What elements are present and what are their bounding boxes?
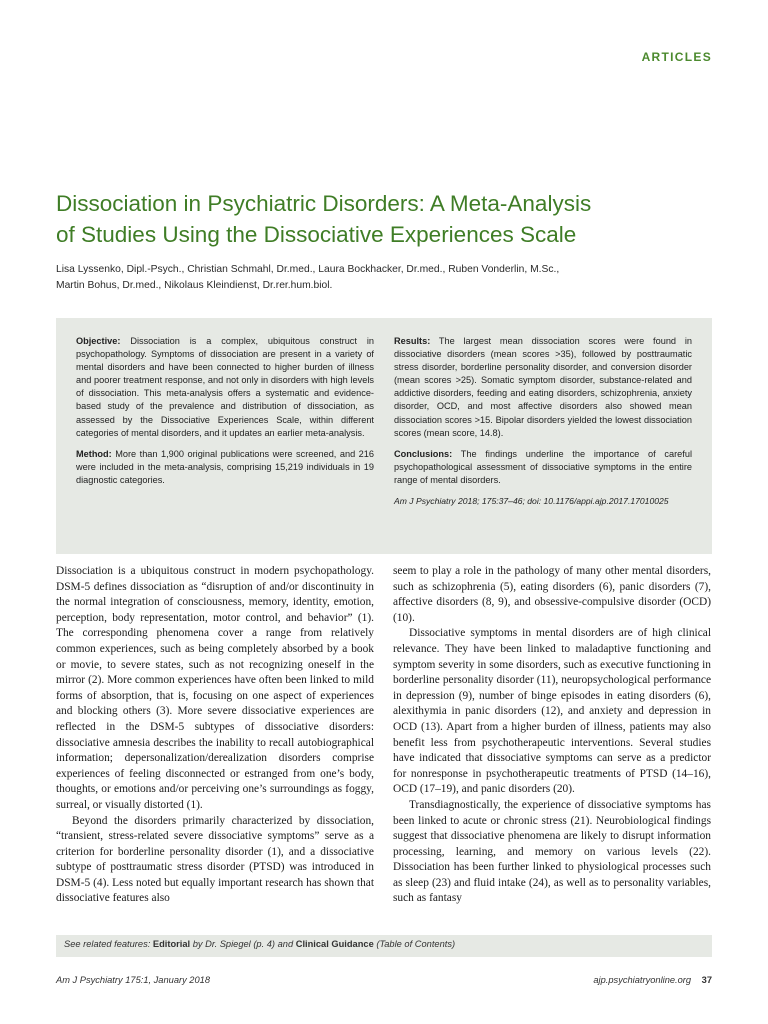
abstract-left-column xyxy=(76,335,374,495)
conclusions-label: Conclusions: xyxy=(394,448,453,459)
page-number: 37 xyxy=(701,975,712,985)
editorial-link[interactable]: Editorial xyxy=(152,939,191,949)
related-prefix: See related features: xyxy=(64,939,151,949)
abstract-method xyxy=(76,448,374,487)
article-citation: Am J Psychiatry 2018; 175:37–46; doi: 10.1176/appi.ajp.2017.17010025 xyxy=(394,496,669,507)
body-paragraph: Dissociative symptoms in mental disorders are of high clinical relevance. They have been linked to maladaptive functioning and symptom severity in some disorders, such as executive functioning in borderline personality disorder (11), neuropsychological performance in depression (9), number of binge episodes in eating disorders (6), alexithymia in panic disorders (12), and anxiety and depression in OCD (13). Apart from a higher burden of illness, patients may also benefit less from psychotherapeutic interventions. Several studies have indicated that dissociative symptoms can serve as a predictor for nonresponse in psychotherapeutic treatments of PTSD (14–16), OCD (17–19), and panic disorders (20). xyxy=(393,627,711,796)
author-list xyxy=(56,262,716,294)
footer-right xyxy=(593,975,712,985)
abstract-box xyxy=(56,318,712,554)
method-label: Method: xyxy=(76,448,112,459)
authors-line-2: Martin Bohus, Dr.med., Nikolaus Kleindienst, Dr.rer.hum.biol. xyxy=(56,280,333,291)
editorial-suffix: by Dr. Spiegel (p. 4) and xyxy=(192,939,294,949)
results-label: Results: xyxy=(394,336,431,346)
abstract-results xyxy=(394,335,692,440)
journal-issue: Am J Psychiatry 175:1, January 2018 xyxy=(56,975,210,985)
section-label: ARTICLES xyxy=(641,50,712,64)
body-paragraph: Dissociation is a ubiquitous construct in modern psychopathology. DSM-5 defines dissociation as “disruption of and/or discontinuity in the normal integration of consciousness, memory, identity, emotion, perception, body representation, motor control, and behavior” (1). The corresponding phenomena cover a range from relatively common experiences, such as being completely absorbed by a book or movie, to severe states, such as not recognizing oneself in the mirror (2). More common experiences have often been linked to mild forms of absorption, that is, focusing on one aspect of experiences and blocking others (3). More severe dissociative experiences are reflected in the DSM-5 subtypes of dissociative disorders: dissociative amnesia describes the inability to recall autobiographical information; depersonalization/derealization disorders comprise experiences of feeling disconnected or estranged from one’s body, thoughts, or emotions and/or perceiving one’s surroundings as foggy, surreal, or visually distorted (1). xyxy=(56,565,374,811)
title-line-2: of Studies Using the Dissociative Experiences Scale xyxy=(56,222,577,247)
body-paragraph: Beyond the disorders primarily characterized by dissociation, “transient, stress-related severe dissociative symptoms” serve as a criterion for borderline personality disorder (1), and a dissociative subtype of posttraumatic stress disorder (PTSD) was introduced in DSM-5 (4). Less noted but equally important research has shown that dissociative features also xyxy=(56,814,374,905)
body-column-right xyxy=(393,564,711,907)
abstract-conclusions xyxy=(394,448,692,487)
method-text: More than 1,900 original publications were screened, and 216 were included in the meta-analysis, comprising 15,219 individuals in 19 diagnostic categories. xyxy=(76,448,374,485)
article-title xyxy=(56,188,716,250)
objective-text: Dissociation is a complex, ubiquitous construct in psychopathology. Symptoms of dissociation are present in a variety of mental disorders and have been connected to higher burden of illness and poorer treatment response, and not only in disorders with high levels of dissociation. This meta-analysis offers a systematic and evidence-based study of the prevalence and distribution of dissociation, as assessed by the Dissociative Experiences Scale, within different categories of mental disorders, and it updates an earlier meta-analysis. xyxy=(76,336,374,438)
title-line-1: Dissociation in Psychiatric Disorders: A Meta-Analysis xyxy=(56,191,592,216)
related-features-bar xyxy=(56,935,712,957)
conclusions-text: The findings underline the importance of careful psychopathological assessment of dissociative symptoms in the entire range of mental disorders. xyxy=(394,448,692,485)
clinical-guidance-link[interactable]: Clinical Guidance xyxy=(295,939,374,949)
authors-line-1: Lisa Lyssenko, Dipl.-Psych., Christian Schmahl, Dr.med., Laura Bockhacker, Dr.med., Ruben Vonderlin, M.Sc., xyxy=(56,264,560,275)
body-paragraph: seem to play a role in the pathology of many other mental disorders, such as schizophrenia (5), eating disorders (6), panic disorders (7), affective disorders (8, 9), and obsessive-compulsive disorder (OCD) (10). xyxy=(393,565,711,624)
journal-website: ajp.psychiatryonline.org xyxy=(593,975,692,985)
body-column-left xyxy=(56,564,374,907)
abstract-right-column xyxy=(394,335,692,508)
results-text: The largest mean dissociation scores were found in dissociative disorders (mean scores >35), followed by posttraumatic stress disorder, borderline personality disorder, and conversion disorder (mean scores >25). Somatic symptom disorder, substance-related and addictive disorders, feeding and eating disorders, schizophrenia, anxiety disorder, OCD, and most affective disorders also showed mean dissociation scores >15. Bipolar disorders yielded the lowest dissociation scores (mean score, 14.8). xyxy=(394,336,692,438)
guidance-suffix: (Table of Contents) xyxy=(376,939,456,949)
body-paragraph: Transdiagnostically, the experience of dissociative symptoms has been linked to acute or chronic stress (21). Neurobiological findings suggest that dissociative phenomena are likely to disrupt information processing, learning, and memory on various levels (22). Dissociation has been further linked to physiological processes such as sleep (23) and fluid intake (24), as well as to personality variables, such as fantasy xyxy=(393,798,711,905)
abstract-objective xyxy=(76,335,374,440)
objective-label: Objective: xyxy=(76,336,121,346)
